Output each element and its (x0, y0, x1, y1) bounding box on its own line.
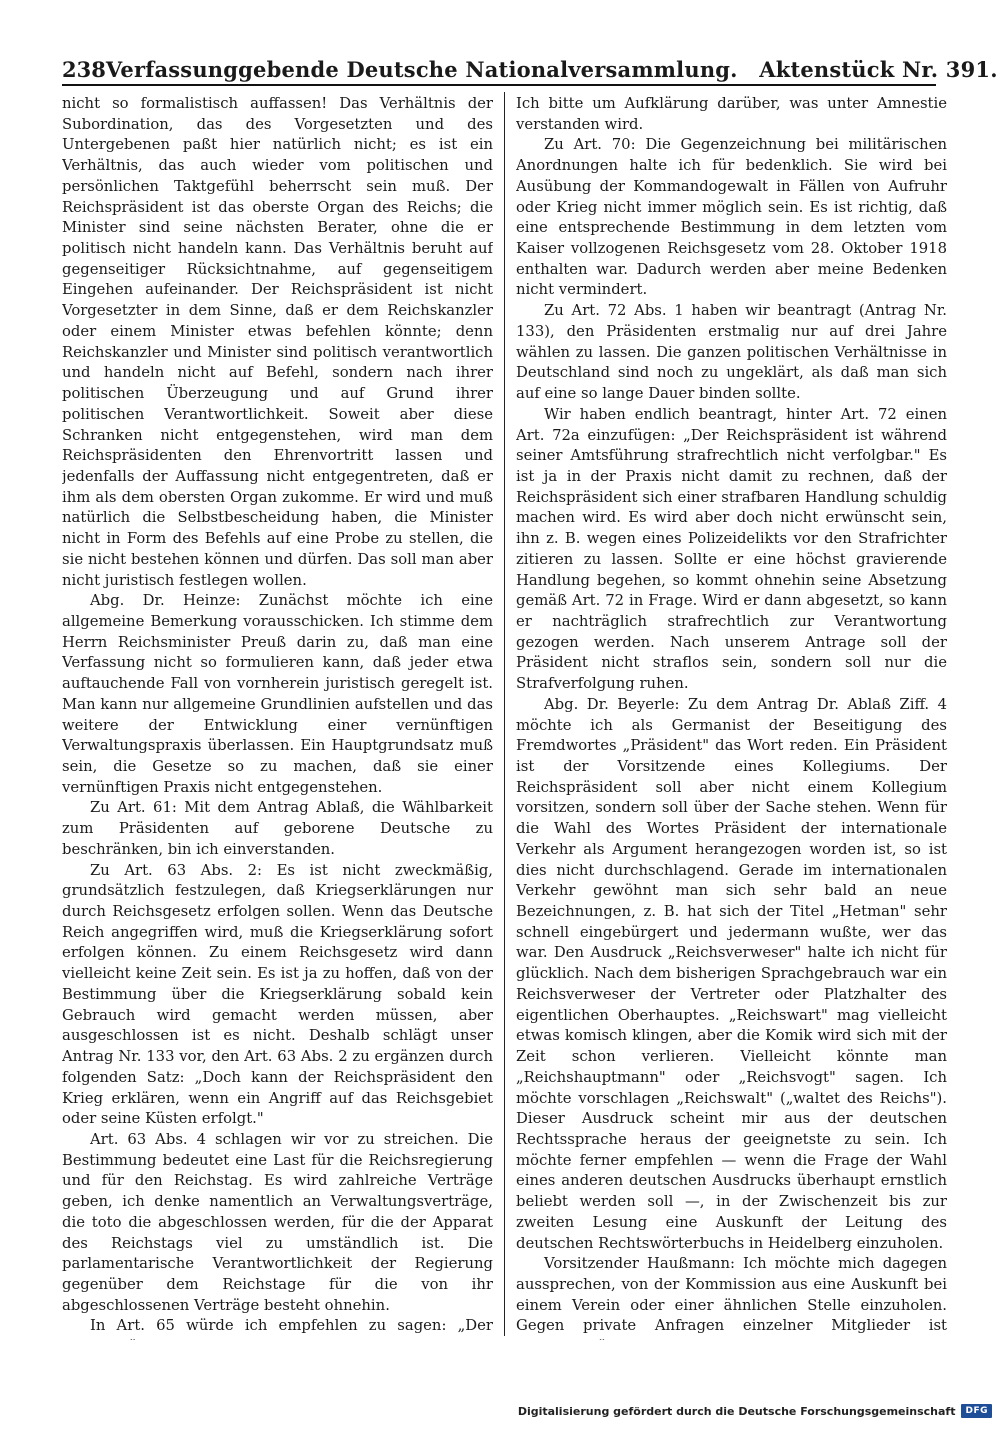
parliament-title: Verfassunggebende Deutsche Nationalversammlung. (105, 57, 738, 82)
paragraph: Ich bitte um Aufklärung darüber, was unter Amnestie verstanden wird. (516, 95, 947, 133)
right-column (516, 94, 947, 1340)
paragraph: Zu Art. 63 Abs. 2: Es ist nicht zweckmäßig, grundsätzlich festzulegen, daß Kriegserklärungen nur durch Reichsgesetz erfolgen sollen. Wenn das Deutsche Reich angegriffen wird, muß die Kriegserklärung sofort erfolgen können. Zu einem Reichsgesetz wird dann vielleicht keine Zeit sein. Es ist ja zu hoffen, daß von der Bestimmung über die Kriegserklärung sobald kein Gebrauch wird gemacht werden müssen, aber ausgeschlossen ist es nicht. Deshalb schlägt unser Antrag Nr. 133 vor, den Art. 63 Abs. 2 zu ergänzen durch folgenden Satz: „Doch kann der Reichspräsident den Krieg erklären, wenn ein Angriff auf das Reichsgebiet oder seine Küsten erfolgt." (62, 861, 493, 1128)
column-divider (504, 92, 505, 1336)
paragraph: Abg. Dr. Heinze: Zunächst möchte ich eine allgemeine Bemerkung vorausschicken. Ich stimme dem Herrn Reichsminister Preuß darin zu, daß man eine Verfassung nicht so formulieren kann, daß jeder etwa auftauchende Fall von vornherein juristisch geregelt ist. Man kann nur allgemeine Grundlinien aufstellen und das weitere der Entwicklung einer vernünftigen Verwaltungspraxis überlassen. Ein Hauptgrundsatz muß sein, die Gesetze so zu machen, daß sie einer vernünftigen Praxis nicht entgegenstehen. (62, 592, 493, 796)
paragraph: Wir haben endlich beantragt, hinter Art. 72 einen Art. 72a einzufügen: „Der Reichspräsident ist während seiner Amtsführung strafrechtlich nicht verfolgbar." Es ist ja in der Praxis nicht damit zu rechnen, daß der Reichspräsident sich einer strafbaren Handlung schuldig machen wird. Es wird aber doch nicht erwünscht sein, ihn z. B. wegen eines Polizeidelikts vor den Strafrichter zitieren zu lassen. Sollte er eine höchst gravierende Handlung begehen, so kommt ohnehin seine Absetzung gemäß Art. 72 in Frage. Wird er dann abgesetzt, so kann er nachträglich strafrechtlich zur Verantwortung gezogen werden. Nach unserem Antrage soll der Präsident nicht straflos sein, sondern soll nur die Strafverfolgung ruhen. (516, 405, 947, 693)
paragraph: Art. 63 Abs. 4 schlagen wir vor zu streichen. Die Bestimmung bedeutet eine Last für die Reichsregierung und für den Reichstag. Es wird zahlreiche Verträge geben, ich denke namentlich an Verwaltungsverträge, die toto die abgeschlossen werden, für die der Apparat des Reichstags viel zu umständlich ist. Die parlamentarische Verantwortlichkeit der Regierung gegenüber dem Reichstage für die von ihr abgeschlossenen Verträge besteht ohnehin. (62, 1130, 493, 1314)
paragraph: Abg. Dr. Beyerle: Zu dem Antrag Dr. Ablaß Ziff. 4 möchte ich als Germanist der Beseitigung des Fremdwortes „Präsident" das Wort reden. Ein Präsident ist der Vorsitzende eines Kollegiums. Der Reichspräsident soll aber nicht einem Kollegium vorsitzen, sondern soll über der Sache stehen. Wenn für die Wahl des Wortes Präsident der internationale Verkehr als Argument herangezogen worden ist, so ist dies nicht durchschlagend. Gerade im internationalen Verkehr gewöhnt man sich sehr bald an neue Bezeichnungen, z. B. hat sich der Titel „Hetman" sehr schnell eingebürgert und jedermann wußte, wer das war. Den Ausdruck „Reichsverweser" halte ich nicht für glücklich. Nach dem bisherigen Sprachgebrauch war ein Reichsverweser der Vertreter oder Platzhalter des eigentlichen Oberhauptes. „Reichswart" mag vielleicht etwas komisch klingen, aber die Komik wird sich mit der Zeit schon verlieren. Vielleicht könnte man „Reichshauptmann" oder „Reichsvogt" sagen. Ich möchte vorschlagen „Reichswalt" („waltet des Reichs"). Dieser Ausdruck scheint mir aus der deutschen Rechtssprache heraus der geeignetste zu sein. Ich möchte ferner empfehlen — wenn die Frage der Wahl eines anderen deutschen Ausdrucks überhaupt ernstlich beliebt werden soll —, in der Zwischenzeit bis zur zweiten Lesung eine Auskunft der Leitung des deutschen Rechtswörterbuchs in Heidelberg einzuholen. (516, 695, 947, 1252)
running-title (106, 57, 998, 84)
document-reference: Aktenstück Nr. 391. (759, 57, 998, 82)
running-header (62, 50, 998, 86)
paragraph: Zu Art. 61: Mit dem Antrag Ablaß, die Wählbarkeit zum Präsidenten auf geborene Deutsche zu beschränken, bin ich einverstanden. (62, 799, 493, 858)
paragraph: nicht so formalistisch auffassen! Das Verhältnis der Subordination, das des Vorgesetzten und des Untergebenen paßt hier natürlich nicht; es ist ein Verhältnis, das auch wieder vom politischen und persönlichen Taktgefühl beherrscht sein muß. Der Reichspräsident ist das oberste Organ des Reichs; die Minister sind seine nächsten Berater, ohne die er politisch nicht handeln kann. Das Verhältnis beruht auf gegenseitiger Rücksichtnahme, auf gegenseitigem Eingehen aufeinander. Der Reichspräsident ist nicht Vorgesetzter in dem Sinne, daß er dem Reichskanzler oder einem Minister etwas befehlen könnte; denn Reichskanzler und Minister sind politisch verantwortlich und handeln nicht auf Befehl, sondern nach ihrer politischen Überzeugung und auf Grund ihrer politischen Verantwortlichkeit. Soweit aber diese Schranken nicht entgegenstehen, wird man dem Reichspräsidenten den Ehrenvortritt lassen und jedenfalls der Auffassung nicht entgegentreten, daß er ihm als dem obersten Organ zukomme. Er wird und muß natürlich die Selbstbescheidung haben, die Minister nicht in Form des Befehls auf eine Probe zu stellen, die sie nicht bestehen können und dürfen. Das soll man aber nicht juristisch festlegen wollen. (62, 95, 493, 589)
dfg-logo: DFG (961, 1404, 992, 1418)
left-column (62, 94, 493, 1340)
paragraph: Zu Art. 72 Abs. 1 haben wir beantragt (Antrag Nr. 133), den Präsidenten erstmalig nur auf drei Jahre wählen zu lassen. Die ganzen politischen Verhältnisse in Deutschland sind noch zu ungeklärt, als daß man sich auf eine so lange Dauer binden sollte. (516, 302, 947, 403)
credit-text: Digitalisierung gefördert durch die Deutsche Forschungsgemeinschaft (517, 1404, 956, 1418)
text-columns (62, 94, 947, 1340)
page-number: 238 (62, 57, 106, 82)
paragraph: Vorsitzender Haußmann: Ich möchte mich dagegen aussprechen, von der Kommission aus eine Auskunft bei einem Verein oder einer ähnlichen Stelle einzuholen. Gegen private Anfragen einzelner Mitglieder ist (516, 1255, 947, 1335)
digitization-credit (518, 1404, 992, 1418)
paragraph: Zu Art. 70: Die Gegenzeichnung bei militärischen Anordnungen halte ich für bedenklich. Sie wird bei Ausübung der Kommandogewalt in Fällen von Aufruhr oder Krieg nicht immer möglich sein. Es ist richtig, daß eine entsprechende Bestimmung in dem letzten vom Kaiser vollzogenen Reichsgesetz vom 28. Oktober 1918 enthalten war. Dadurch werden aber meine Bedenken nicht vermindert. (516, 136, 947, 299)
paragraph: In Art. 65 würde ich empfehlen zu sagen: „Der (90, 1317, 493, 1335)
